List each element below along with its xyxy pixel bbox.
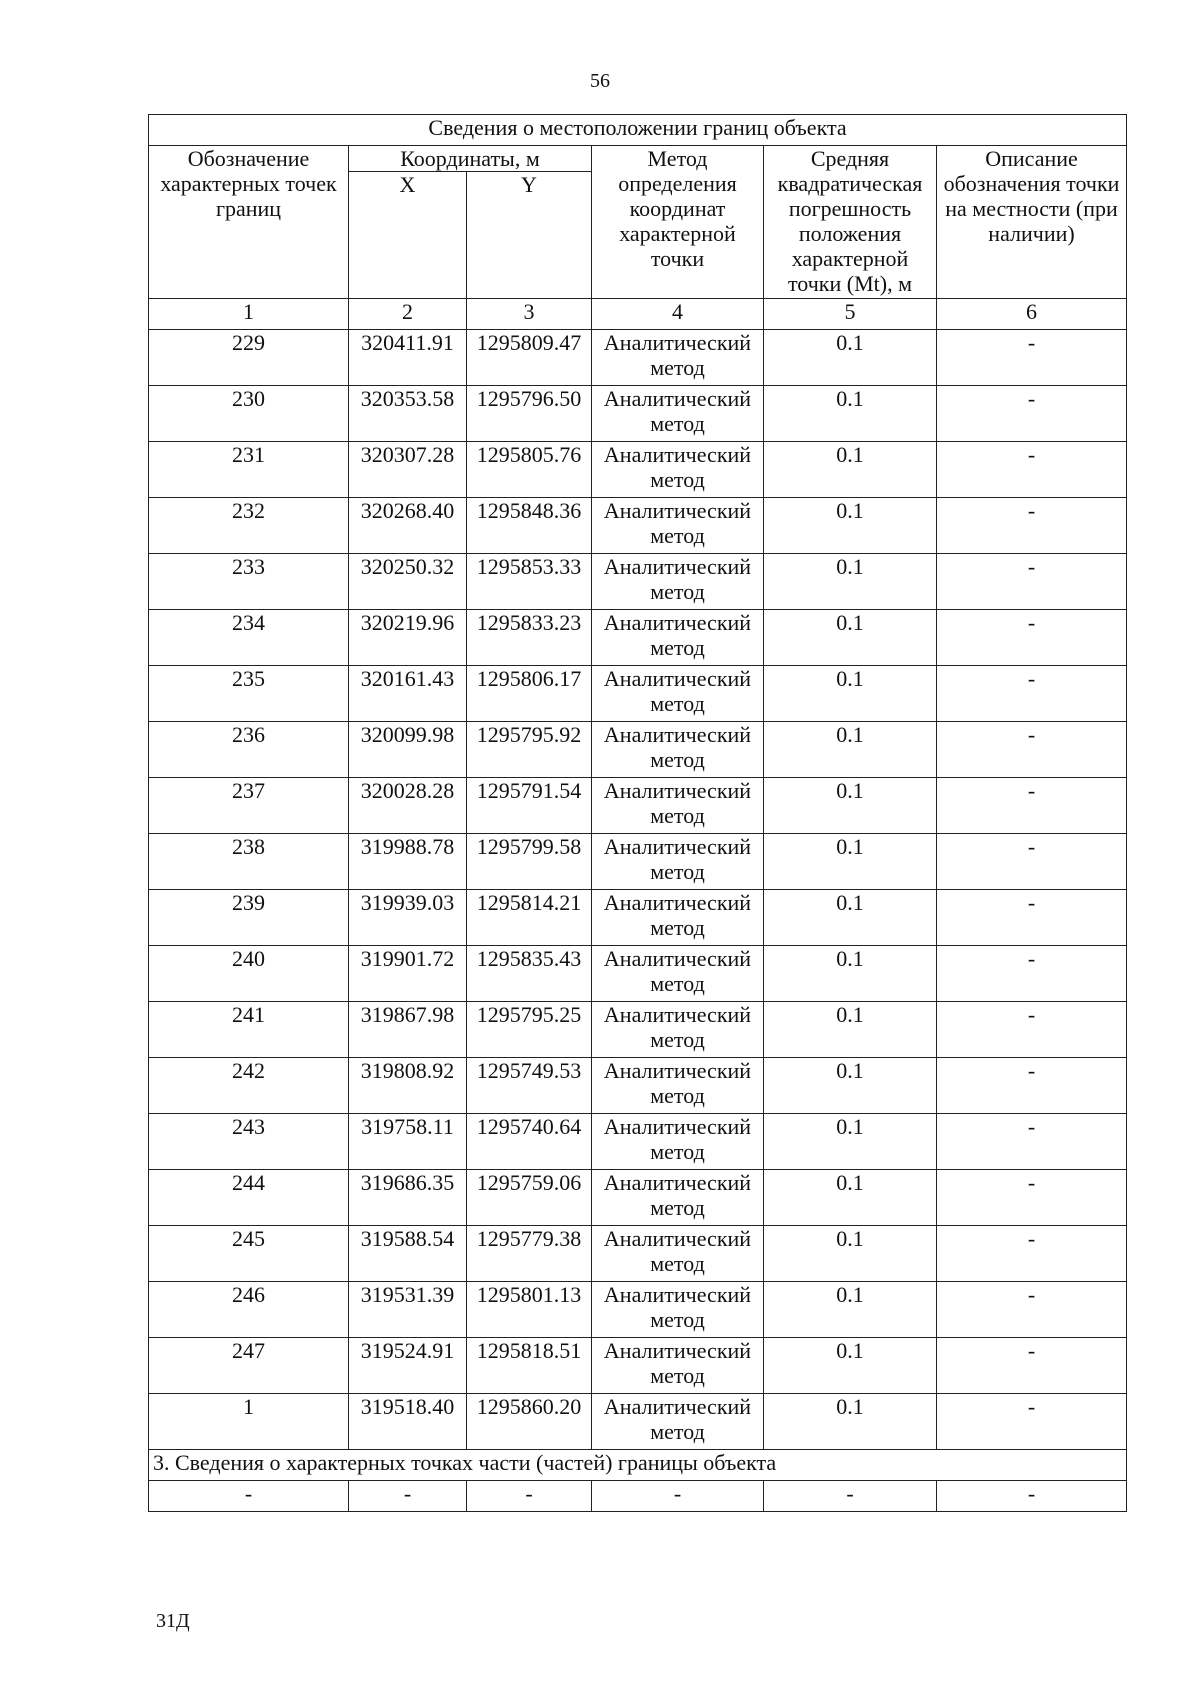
cell-error: 0.1 [764,1226,937,1282]
method-line: Аналитический [603,1002,752,1027]
cell-method [592,834,764,890]
cell-description: - [937,1282,1127,1338]
cell-y: 1295833.23 [467,610,592,666]
column-number: 2 [349,299,467,330]
header-y: Y [467,172,592,299]
column-number-row [149,299,1127,330]
cell-description: - [937,1338,1127,1394]
footer-code: 31Д [156,1610,190,1632]
cell-error: 0.1 [764,442,937,498]
cell-method [592,1338,764,1394]
table-title-row [149,115,1127,146]
table-row [149,554,1127,610]
cell-method [592,1170,764,1226]
method-line: метод [650,915,705,940]
cell-error: 0.1 [764,330,937,386]
cell-y: 1295835.43 [467,946,592,1002]
cell-y: 1295799.58 [467,834,592,890]
cell-error: 0.1 [764,946,937,1002]
cell-method [592,1226,764,1282]
column-number: 3 [467,299,592,330]
cell-point: 244 [149,1170,349,1226]
cell-y: 1295809.47 [467,330,592,386]
cell-method [592,946,764,1002]
method-line: Аналитический [603,1114,752,1139]
cell-description: - [937,1170,1127,1226]
cell-method [592,1114,764,1170]
cell-point: 247 [149,1338,349,1394]
method-line: Аналитический [603,554,752,579]
cell-point: 236 [149,722,349,778]
method-line: Аналитический [603,778,752,803]
cell-description: - [937,1394,1127,1450]
method-line: метод [650,635,705,660]
method-line: метод [650,1307,705,1332]
cell-y: 1295791.54 [467,778,592,834]
header-description: Описание обозначения точки на местности (при наличии) [937,146,1127,299]
table-row [149,330,1127,386]
table-row [149,778,1127,834]
cell-method [592,1058,764,1114]
cell-point: 238 [149,834,349,890]
cell-description: - [937,498,1127,554]
method-line: Аналитический [603,890,752,915]
cell-error: 0.1 [764,890,937,946]
cell-method [592,1002,764,1058]
cell-point: 233 [149,554,349,610]
cell-method [592,778,764,834]
cell-method [592,722,764,778]
empty-cell: - [149,1481,349,1512]
method-line: Аналитический [603,1170,752,1195]
method-line: Аналитический [603,1226,752,1251]
table-row [149,1226,1127,1282]
cell-point: 240 [149,946,349,1002]
section-title: 3. Сведения о характерных точках части (частей) границы объекта [149,1450,1127,1481]
cell-description: - [937,1058,1127,1114]
cell-method [592,330,764,386]
method-line: Аналитический [603,1058,752,1083]
cell-point: 239 [149,890,349,946]
column-number: 4 [592,299,764,330]
cell-description: - [937,442,1127,498]
cell-y: 1295795.92 [467,722,592,778]
table-row [149,1114,1127,1170]
cell-point: 237 [149,778,349,834]
cell-y: 1295860.20 [467,1394,592,1450]
section-row [149,1450,1127,1481]
method-line: метод [650,803,705,828]
method-line: Аналитический [603,386,752,411]
cell-x: 320307.28 [349,442,467,498]
cell-point: 229 [149,330,349,386]
table-row [149,946,1127,1002]
table-title: Сведения о местоположении границ объекта [149,115,1127,146]
cell-method [592,1394,764,1450]
cell-x: 320219.96 [349,610,467,666]
empty-cell: - [349,1481,467,1512]
cell-x: 320028.28 [349,778,467,834]
method-line: метод [650,691,705,716]
cell-method [592,554,764,610]
cell-point: 243 [149,1114,349,1170]
cell-point: 245 [149,1226,349,1282]
cell-description: - [937,946,1127,1002]
method-line: метод [650,579,705,604]
table-row [149,1282,1127,1338]
cell-x: 319524.91 [349,1338,467,1394]
cell-description: - [937,610,1127,666]
table-row [149,834,1127,890]
header-coordinates: Координаты, м [349,146,592,172]
column-number: 6 [937,299,1127,330]
table-row [149,1170,1127,1226]
table-row [149,1058,1127,1114]
cell-description: - [937,1114,1127,1170]
cell-x: 320161.43 [349,666,467,722]
table-row [149,1338,1127,1394]
cell-x: 320411.91 [349,330,467,386]
cell-method [592,890,764,946]
cell-description: - [937,386,1127,442]
cell-point: 246 [149,1282,349,1338]
cell-error: 0.1 [764,722,937,778]
empty-cell: - [592,1481,764,1512]
cell-method [592,498,764,554]
cell-point: 232 [149,498,349,554]
cell-point: 1 [149,1394,349,1450]
cell-x: 319758.11 [349,1114,467,1170]
cell-y: 1295805.76 [467,442,592,498]
cell-y: 1295848.36 [467,498,592,554]
column-number: 1 [149,299,349,330]
header-method: Метод определения координат характерной точки [592,146,764,299]
cell-error: 0.1 [764,610,937,666]
cell-point: 241 [149,1002,349,1058]
header-row [149,146,1127,172]
boundary-coordinates-table [148,114,1127,1512]
method-line: метод [650,1083,705,1108]
cell-method [592,386,764,442]
cell-description: - [937,778,1127,834]
empty-cell: - [764,1481,937,1512]
header-point: Обозначение характерных точек границ [149,146,349,299]
empty-cell: - [467,1481,592,1512]
cell-y: 1295749.53 [467,1058,592,1114]
method-line: Аналитический [603,1394,752,1419]
cell-description: - [937,890,1127,946]
cell-description: - [937,666,1127,722]
cell-point: 230 [149,386,349,442]
cell-description: - [937,1002,1127,1058]
method-line: метод [650,1363,705,1388]
method-line: метод [650,1251,705,1276]
table-row [149,890,1127,946]
cell-error: 0.1 [764,778,937,834]
cell-error: 0.1 [764,1114,937,1170]
cell-y: 1295806.17 [467,666,592,722]
cell-x: 319588.54 [349,1226,467,1282]
cell-x: 319988.78 [349,834,467,890]
cell-point: 234 [149,610,349,666]
method-line: Аналитический [603,330,752,355]
method-line: метод [650,1195,705,1220]
method-line: Аналитический [603,666,752,691]
table-row [149,610,1127,666]
cell-point: 231 [149,442,349,498]
header-error: Средняя квадратическая погрешность положения характерной точки (Mt), м [764,146,937,299]
method-line: метод [650,971,705,996]
cell-x: 319901.72 [349,946,467,1002]
method-line: Аналитический [603,946,752,971]
cell-y: 1295796.50 [467,386,592,442]
table-row [149,386,1127,442]
cell-x: 319867.98 [349,1002,467,1058]
cell-error: 0.1 [764,834,937,890]
cell-description: - [937,1226,1127,1282]
cell-error: 0.1 [764,1170,937,1226]
cell-description: - [937,554,1127,610]
method-line: Аналитический [603,834,752,859]
cell-error: 0.1 [764,666,937,722]
cell-method [592,1282,764,1338]
method-line: Аналитический [603,610,752,635]
table-row [149,666,1127,722]
cell-y: 1295779.38 [467,1226,592,1282]
cell-y: 1295795.25 [467,1002,592,1058]
header-x: X [349,172,467,299]
page-number: 56 [590,70,610,92]
method-line: Аналитический [603,1338,752,1363]
method-line: Аналитический [603,498,752,523]
cell-x: 319531.39 [349,1282,467,1338]
method-line: метод [650,1027,705,1052]
method-line: Аналитический [603,1282,752,1307]
cell-error: 0.1 [764,1002,937,1058]
cell-description: - [937,722,1127,778]
method-line: метод [650,747,705,772]
cell-x: 320353.58 [349,386,467,442]
cell-x: 319518.40 [349,1394,467,1450]
cell-y: 1295818.51 [467,1338,592,1394]
cell-description: - [937,330,1127,386]
method-line: метод [650,467,705,492]
cell-method [592,442,764,498]
table-row [149,1394,1127,1450]
column-number: 5 [764,299,937,330]
cell-point: 242 [149,1058,349,1114]
method-line: метод [650,859,705,884]
cell-x: 320268.40 [349,498,467,554]
cell-error: 0.1 [764,1338,937,1394]
cell-point: 235 [149,666,349,722]
cell-y: 1295853.33 [467,554,592,610]
cell-error: 0.1 [764,1058,937,1114]
cell-x: 319939.03 [349,890,467,946]
table-row [149,1002,1127,1058]
section-empty-row [149,1481,1127,1512]
cell-x: 319686.35 [349,1170,467,1226]
method-line: Аналитический [603,722,752,747]
cell-x: 319808.92 [349,1058,467,1114]
method-line: Аналитический [603,442,752,467]
cell-y: 1295759.06 [467,1170,592,1226]
method-line: метод [650,355,705,380]
table-row [149,722,1127,778]
cell-error: 0.1 [764,386,937,442]
method-line: метод [650,1419,705,1444]
cell-method [592,666,764,722]
method-line: метод [650,523,705,548]
cell-y: 1295740.64 [467,1114,592,1170]
cell-x: 320099.98 [349,722,467,778]
cell-error: 0.1 [764,498,937,554]
method-line: метод [650,1139,705,1164]
cell-x: 320250.32 [349,554,467,610]
cell-y: 1295814.21 [467,890,592,946]
table-row [149,498,1127,554]
cell-error: 0.1 [764,554,937,610]
cell-error: 0.1 [764,1282,937,1338]
cell-y: 1295801.13 [467,1282,592,1338]
empty-cell: - [937,1481,1127,1512]
cell-method [592,610,764,666]
cell-error: 0.1 [764,1394,937,1450]
method-line: метод [650,411,705,436]
cell-description: - [937,834,1127,890]
table-row [149,442,1127,498]
